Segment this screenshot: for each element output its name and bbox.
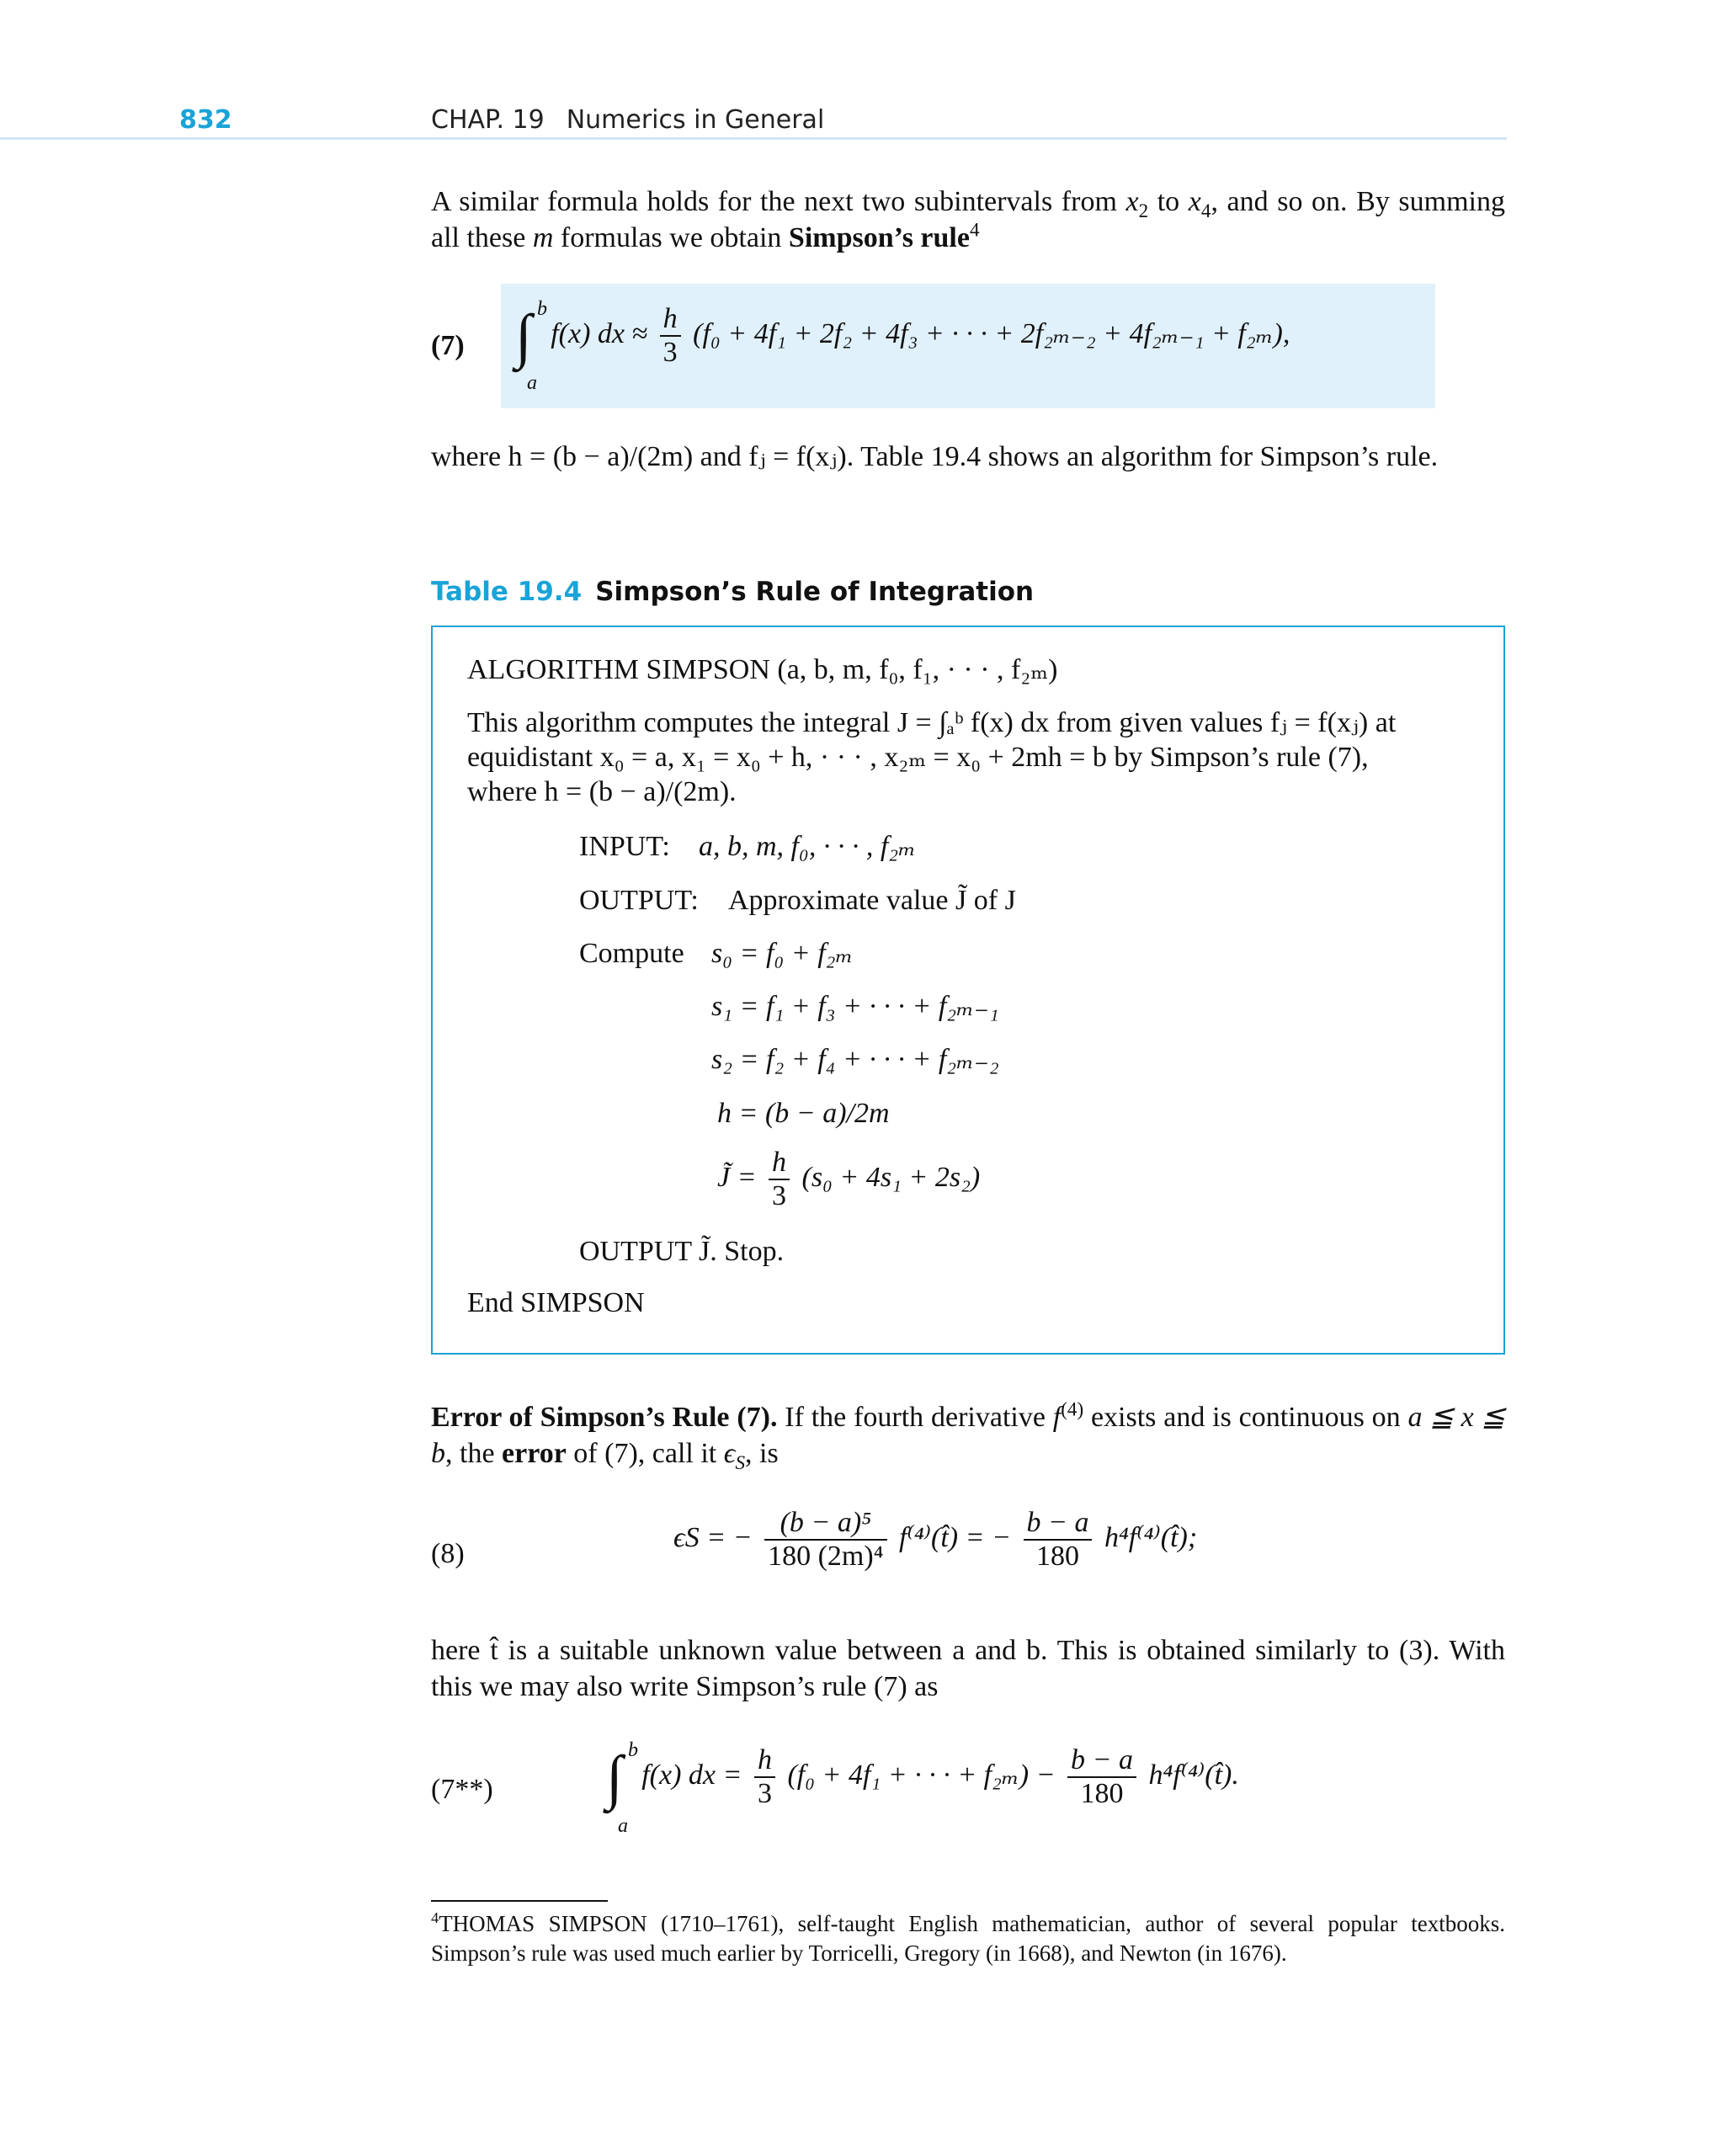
footnote-number: 4 bbox=[431, 1909, 439, 1926]
equation-7-label: (7) bbox=[431, 330, 465, 361]
error-paragraph: Error of Simpson’s Rule (7). If the fourth derivative $f^{(4)}$ exists and is continuous on a ≦ x ≦ b, the error of (7), call it $\epsilon_S$, is bbox=[431, 1398, 1505, 1474]
header-rule bbox=[0, 137, 1507, 140]
input-value: a, b, m, f₀, · · · , f₂ₘ bbox=[699, 831, 916, 862]
integral-sign: ∫ bbox=[515, 302, 532, 370]
running-head bbox=[431, 105, 824, 135]
footnote-rule bbox=[431, 1900, 608, 1902]
table-number: Table 19.4 bbox=[431, 577, 583, 607]
equation-7ss-label: (7**) bbox=[431, 1774, 493, 1805]
compute-label: Compute bbox=[579, 938, 684, 969]
integral-sign: ∫ bbox=[606, 1743, 623, 1811]
algorithm-end: End SIMPSON bbox=[467, 1287, 645, 1318]
page-number: 832 bbox=[179, 105, 232, 135]
equation-7ss: b a ∫ f(x) dx = $\frac{h}{3}$ (f₀ + 4f₁ + · · · + f₂ₘ) − $\frac{b - a}{180}$ h⁴f⁽⁴⁾(t̂). bbox=[606, 1739, 1239, 1837]
table-caption bbox=[431, 577, 1034, 607]
where-paragraph: where h = (b − a)/(2m) and fⱼ = f(xⱼ). Table 19.4 shows an algorithm for Simpson’s rule. bbox=[431, 441, 1439, 472]
s0-formula: s₀ = f₀ + f₂ₘ bbox=[711, 938, 854, 969]
h-formula: h = (b − a)/2m bbox=[717, 1098, 890, 1129]
table-title: Simpson’s Rule of Integration bbox=[595, 577, 1035, 607]
output-value: Approximate value J̃ of J bbox=[728, 885, 1016, 916]
equation-7: b a ∫ f(x) dx ≈ $\frac{h}{3}$ (f₀ + 4f₁ + 2f₂ + 4f₃ + · · · + 2f₂ₘ₋₂ + 4f₂ₘ₋₁ + f₂ₘ), bbox=[515, 298, 1290, 394]
error-heading: Error of Simpson’s Rule (7). bbox=[431, 1402, 778, 1433]
simpsons-rule-term: Simpson’s rule bbox=[788, 222, 970, 253]
chapter-title: Numerics in General bbox=[566, 105, 825, 135]
j-formula: J̃ = $\frac{h}{3}$ (s₀ + 4s₁ + 2s₂) bbox=[717, 1147, 981, 1211]
output-stop: OUTPUT J̃. Stop. bbox=[579, 1236, 785, 1267]
equation-8: ϵS = − $\frac{\text{(b − a)⁵}}{\text{180 (2m)⁴}}$ f⁽⁴⁾(t̂) = − $\frac{b - a}{180}$ h⁴f⁽⁴⁾(t̂); bbox=[673, 1507, 1198, 1572]
algorithm-title: ALGORITHM SIMPSON (a, b, m, f₀, f₁, · · · , f₂ₘ) bbox=[467, 654, 1058, 685]
chapter-number: CHAP. 19 bbox=[431, 105, 545, 135]
s2-formula: s₂ = f₂ + f₄ + · · · + f₂ₘ₋₂ bbox=[711, 1044, 999, 1075]
here-paragraph: here t̂ is a suitable unknown value between a and b. This is obtained similarly to (3). With this we may also write Simpson’s rule (7) as bbox=[431, 1635, 1505, 1702]
output-label: OUTPUT: bbox=[579, 885, 699, 916]
footnote: $^4$THOMAS SIMPSON (1710–1761), self-taught English mathematician, author of several popular textbooks. Simpson’s rule was used much earlier by Torricelli, Gregory (in 1668), and Newton (in 1676). bbox=[431, 1909, 1505, 1966]
intro-paragraph: A similar formula holds for the next two subintervals from $x_2$ to $x_4$, and so on. By summing all these m formulas we obtain Simpson’s rule$^4$ bbox=[431, 186, 1505, 253]
algorithm-description: This algorithm computes the integral J = ∫ₐᵇ f(x) dx from given values fⱼ = f(xⱼ) at equidistant x₀ = a, x₁ = x₀ + h, · · · , x₂ₘ = x₀ + 2mh = b by Simpson’s rule (7), where h = (b − a)/(2m). bbox=[467, 707, 1397, 807]
input-label: INPUT: bbox=[579, 831, 670, 862]
equation-8-label: (8) bbox=[431, 1538, 465, 1569]
s1-formula: s₁ = f₁ + f₃ + · · · + f₂ₘ₋₁ bbox=[711, 991, 999, 1022]
footnote-marker: 4 bbox=[969, 219, 980, 242]
